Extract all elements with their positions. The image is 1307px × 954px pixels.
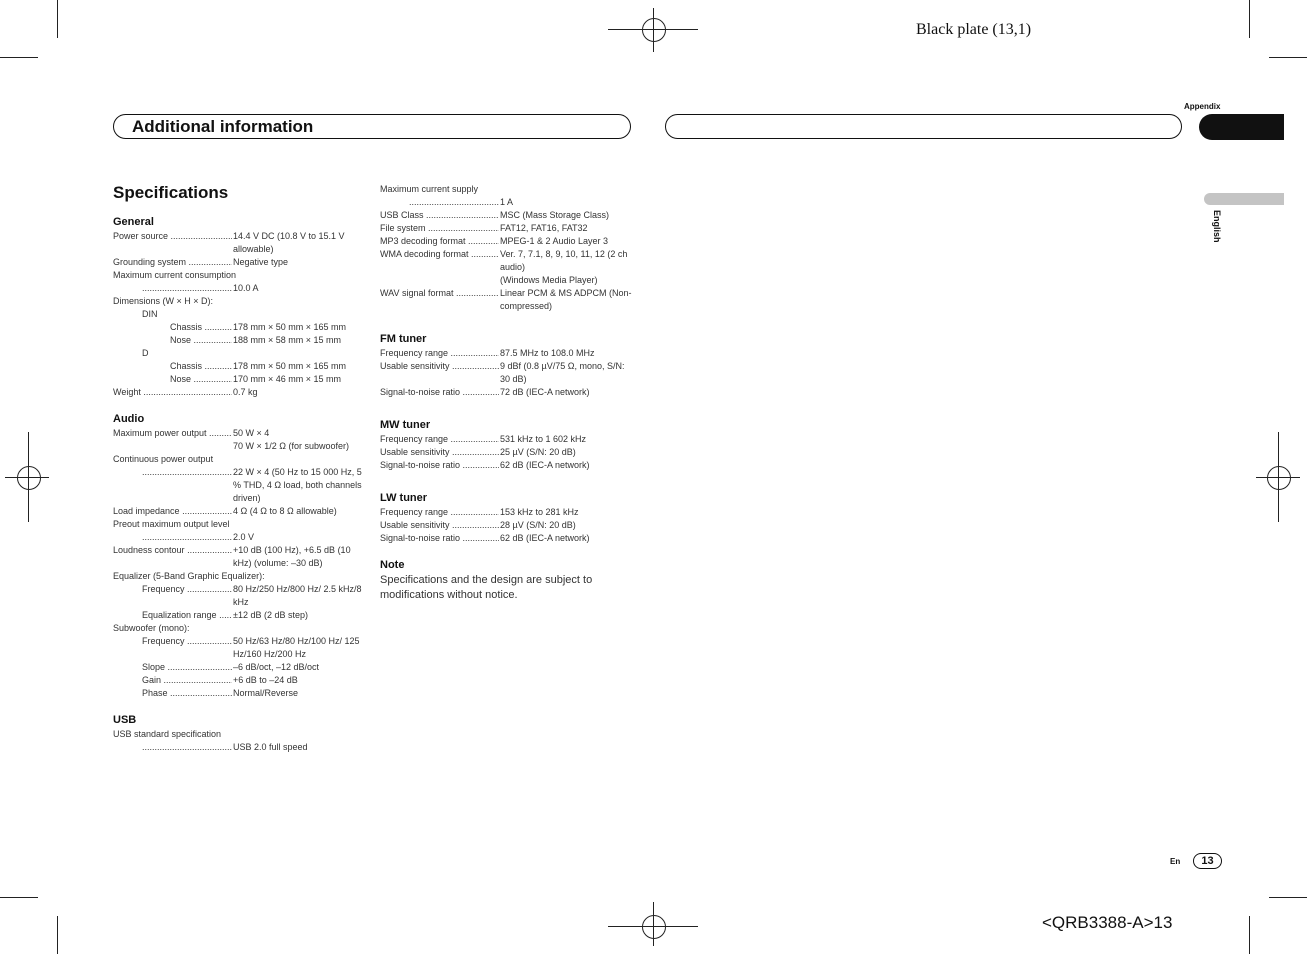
mw-tuner-section: [380, 419, 635, 472]
spec-row: Phase ..... Normal/Reverse: [113, 687, 368, 700]
spec-row: Usable sensitivity ..... 25 µV (S/N: 20 dB): [380, 446, 635, 459]
spec-row: Frequency range ..... 87.5 MHz to 108.0 MHz: [380, 347, 635, 360]
spec-row: Loudness contour ..... +10 dB (100 Hz), +6.5 dB (10 kHz) (volume: –30 dB): [113, 544, 368, 570]
crop-mark: [0, 57, 38, 58]
page-language: En: [1170, 857, 1181, 866]
spec-row: Frequency range ..... 531 kHz to 1 602 kHz: [380, 433, 635, 446]
spec-row: Equalization range ..... ±12 dB (2 dB step): [113, 609, 368, 622]
spec-row: Signal-to-noise ratio ..... 62 dB (IEC-A network): [380, 532, 635, 545]
section-heading: USB: [113, 714, 137, 726]
lw-tuner-section: [380, 492, 635, 545]
spec-row: Load impedance ..... 4 Ω (4 Ω to 8 Ω allowable): [113, 505, 368, 518]
spec-row: MP3 decoding format ..... MPEG-1 & 2 Audio Layer 3: [380, 235, 635, 248]
page-number: 13: [1193, 853, 1222, 869]
section-heading: FM tuner: [380, 333, 427, 345]
spec-row: ..... 10.0 A: [113, 282, 368, 295]
spec-row: Chassis ..... 178 mm × 50 mm × 165 mm: [113, 321, 368, 334]
spec-label: Dimensions (W × H × D):: [113, 296, 214, 306]
document-code: <QRB3388-A>13: [1042, 913, 1173, 932]
spec-row: USB Class ..... MSC (Mass Storage Class): [380, 209, 635, 222]
usb-section: [113, 714, 368, 754]
spec-row: Frequency ..... 50 Hz/63 Hz/80 Hz/100 Hz/ 125 Hz/160 Hz/200 Hz: [113, 635, 368, 661]
spec-label: Maximum current consumption: [113, 270, 237, 280]
section-heading: General: [113, 216, 154, 228]
spec-row: ..... 2.0 V: [113, 531, 368, 544]
note-heading: Note: [380, 559, 405, 571]
spec-row: Nose ..... 170 mm × 46 mm × 15 mm: [113, 373, 368, 386]
audio-section: [113, 413, 368, 700]
spec-label: D: [142, 348, 149, 358]
section-header-bar-right: [665, 114, 1182, 139]
spec-column-right: [380, 183, 635, 617]
spec-label: Preout maximum output level: [113, 519, 230, 529]
crop-mark: [1249, 916, 1250, 954]
note-section: [380, 559, 635, 603]
fm-tuner-section: [380, 333, 635, 399]
spec-row: Frequency ..... 80 Hz/250 Hz/800 Hz/ 2.5 kHz/8 kHz: [113, 583, 368, 609]
spec-row: ..... 1 A: [380, 196, 635, 209]
spec-label: Subwoofer (mono):: [113, 623, 190, 633]
spec-row: File system ..... FAT12, FAT16, FAT32: [380, 222, 635, 235]
usb-section-continued: [380, 183, 635, 313]
spec-row: Chassis ..... 178 mm × 50 mm × 165 mm: [113, 360, 368, 373]
spec-row: WAV signal format ..... Linear PCM & MS ADPCM (Non-compressed): [380, 287, 635, 313]
page-title: Specifications: [113, 183, 229, 202]
spec-row: Signal-to-noise ratio ..... 62 dB (IEC-A network): [380, 459, 635, 472]
spec-row: ..... 22 W × 4 (50 Hz to 15 000 Hz, 5 % THD, 4 Ω load, both channels driven): [113, 466, 368, 505]
spec-row: Frequency range ..... 153 kHz to 281 kHz: [380, 506, 635, 519]
crop-mark: [1249, 0, 1250, 38]
spec-row: Grounding system ..... Negative type: [113, 256, 368, 269]
appendix-tab: [1199, 114, 1284, 140]
section-header-bar: [113, 114, 631, 139]
appendix-label: Appendix: [1184, 102, 1221, 111]
crop-mark: [0, 897, 38, 898]
plate-label: Black plate (13,1): [916, 21, 1032, 38]
crop-mark: [1269, 57, 1307, 58]
spec-row: Usable sensitivity ..... 9 dBf (0.8 µV/75 Ω, mono, S/N: 30 dB): [380, 360, 635, 386]
spec-row: WMA decoding format ..... Ver. 7, 7.1, 8, 9, 10, 11, 12 (2 ch audio) (Windows Media Player): [380, 248, 635, 287]
general-section: [113, 216, 368, 399]
language-tab: [1204, 193, 1284, 205]
spec-column-left: [113, 183, 368, 768]
spec-row: Nose ..... 188 mm × 58 mm × 15 mm: [113, 334, 368, 347]
section-heading: MW tuner: [380, 419, 431, 431]
crop-mark: [57, 0, 58, 38]
spec-label: Equalizer (5-Band Graphic Equalizer):: [113, 571, 265, 581]
spec-row: Weight ..... 0.7 kg: [113, 386, 368, 399]
spec-row: Power source ..... 14.4 V DC (10.8 V to 15.1 V allowable): [113, 230, 368, 256]
section-heading: LW tuner: [380, 492, 428, 504]
spec-row: Maximum power output ..... 50 W × 4 70 W × 1/2 Ω (for subwoofer): [113, 427, 368, 453]
section-heading: Audio: [113, 413, 145, 425]
spec-label: Maximum current supply: [380, 184, 479, 194]
language-label: English: [1212, 210, 1222, 243]
spec-row: Gain ..... +6 dB to –24 dB: [113, 674, 368, 687]
spec-row: Signal-to-noise ratio ..... 72 dB (IEC-A network): [380, 386, 635, 399]
spec-row: ..... USB 2.0 full speed: [113, 741, 368, 754]
note-text: Specifications and the design are subject to modifications without notice.: [380, 574, 593, 601]
spec-label: DIN: [142, 309, 158, 319]
spec-label: Continuous power output: [113, 454, 214, 464]
crop-mark: [1269, 897, 1307, 898]
crop-mark: [57, 916, 58, 954]
spec-row: Slope ..... –6 dB/oct, –12 dB/oct: [113, 661, 368, 674]
spec-row: Usable sensitivity ..... 28 µV (S/N: 20 dB): [380, 519, 635, 532]
section-header-title: Additional information: [132, 117, 314, 136]
spec-label: USB standard specification: [113, 729, 222, 739]
